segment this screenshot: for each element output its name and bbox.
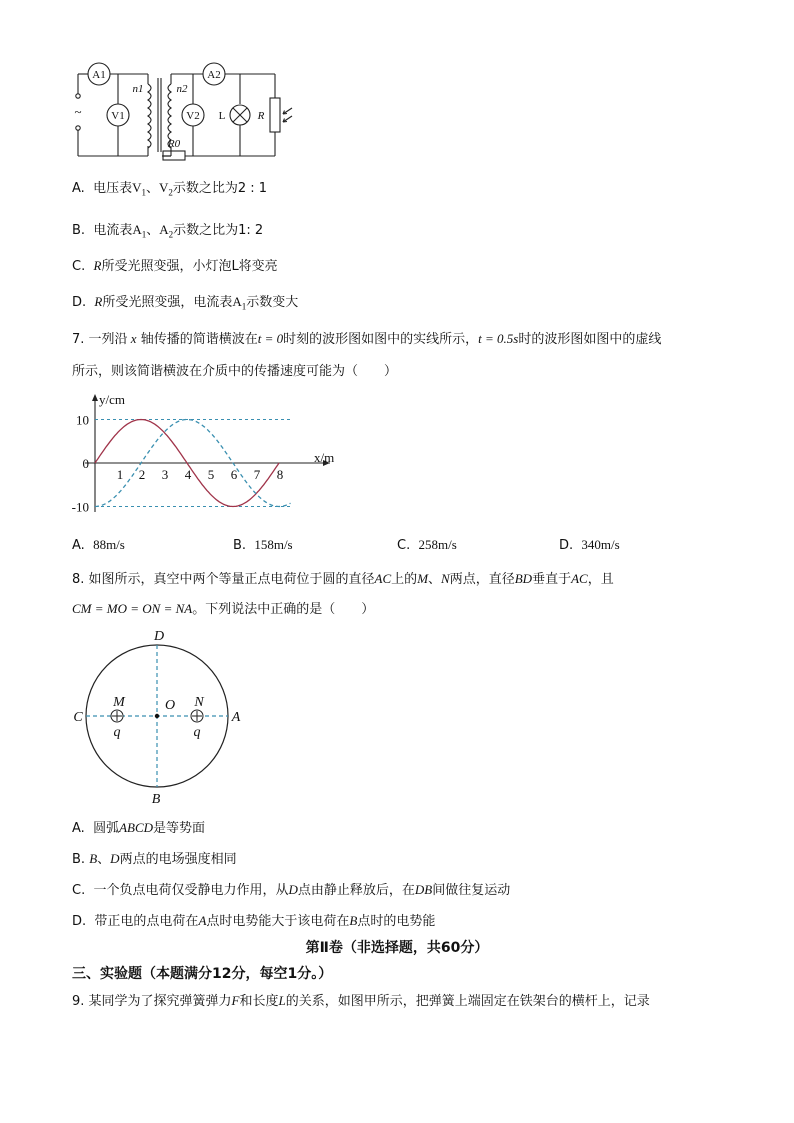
lamp-label: L	[218, 110, 226, 122]
coil-n2-label: n2	[176, 83, 188, 95]
q8-option-d: D. 带正电的点电荷在A点时电势能大于该电荷在B点时的电势能	[72, 913, 436, 929]
q8-option-b: B. B、D两点的电场强度相同	[72, 851, 237, 867]
charge-q-label-n: q	[193, 725, 201, 740]
q7-option-a: A. 88m/s	[72, 537, 125, 553]
point-d-label: D	[153, 629, 165, 644]
x-tick-label: 5	[207, 467, 215, 482]
q8-option-c: C. 一个负点电荷仅受静电力作用，从D点由静止释放后，在DB间做往复运动	[72, 882, 511, 898]
meter-a1-label: A1	[92, 69, 106, 81]
y-tick-label: 10	[76, 412, 89, 428]
meter-v1-label: V1	[111, 110, 125, 122]
transformer-circuit-figure	[60, 58, 310, 168]
x-tick-label: 2	[138, 467, 146, 482]
wave-chart	[62, 390, 342, 525]
q8-stem-line1: 8. 如图所示，真空中两个等量正点电荷位于圆的直径AC上的M、N两点，直径BD垂直于AC，且	[72, 571, 614, 587]
point-c-label: C	[73, 710, 83, 725]
y-axis-arrow	[92, 394, 98, 401]
q6-option-a: A. 电压表$V_1$、$V_2$示数之比为2 : 1	[72, 180, 268, 198]
meter-a2-label: A2	[207, 69, 221, 81]
q7-option-c: C. 258m/s	[397, 537, 457, 553]
charge-circle-figure	[66, 626, 256, 808]
x-tick-label: 7	[253, 467, 261, 482]
point-a-label: A	[231, 710, 241, 725]
coil-n1-label: n1	[132, 83, 144, 95]
x-tick-label: 1	[116, 467, 124, 482]
part2-title: 第Ⅱ卷（非选择题，共60分）	[305, 940, 489, 956]
x-tick-label: 4	[184, 467, 192, 482]
charge-q-label-m: q	[113, 725, 121, 740]
y-axis-label: y/cm	[99, 392, 125, 407]
x-axis-label: x/m	[314, 450, 335, 465]
resistor-r0-label: R0	[167, 138, 181, 150]
q6-option-b: B. 电流表$A_1$、$A_2$示数之比为1: 2	[72, 222, 264, 240]
q7-stem-line1: 7. 一列沿 x 轴传播的简谐横波在t = 0时刻的波形图如图中的实线所示，t = 0.5s时的波形图如图中的虚线	[72, 331, 662, 347]
y-tick-label: 0	[82, 456, 89, 471]
charge-n	[191, 710, 203, 722]
x-tick-label: 8	[276, 467, 284, 482]
point-n-label: N	[194, 695, 204, 710]
q7-stem-line2: 所示，则该简谐横波在介质中的传播速度可能为（ ）	[72, 364, 398, 379]
q6-option-c: C. R所受光照变强，小灯泡L将变亮	[72, 258, 278, 274]
q9-stem: 9. 某同学为了探究弹簧弹力F和长度L的关系，如图甲所示，把弹簧上端固定在铁架台的横杆上，记录	[72, 993, 650, 1009]
x-tick-label: 6	[230, 467, 238, 482]
q7-option-d: D. 340m/s	[559, 537, 620, 553]
point-m-label: M	[113, 695, 125, 710]
x-tick-label: 3	[161, 467, 169, 482]
meter-v2-label: V2	[186, 110, 200, 122]
q8-stem-line2: CM = MO = ON = NA。下列说法中正确的是（ ）	[72, 601, 375, 617]
q8-option-a: A. 圆弧ABCD是等势面	[72, 820, 206, 836]
point-o-label: O	[164, 698, 176, 713]
ac-source-symbol: ~	[74, 104, 82, 119]
q7-option-b: B. 158m/s	[233, 537, 293, 553]
section3-title: 三、实验题（本题满分12分，每空1分。）	[72, 966, 333, 982]
point-b-label: B	[151, 792, 161, 807]
y-tick-label: -10	[71, 499, 89, 515]
charge-m	[111, 710, 123, 722]
resistor-r-label: R	[257, 110, 265, 122]
q6-option-d: D. R所受光照变强，电流表$A_1$示数变大	[72, 294, 299, 312]
